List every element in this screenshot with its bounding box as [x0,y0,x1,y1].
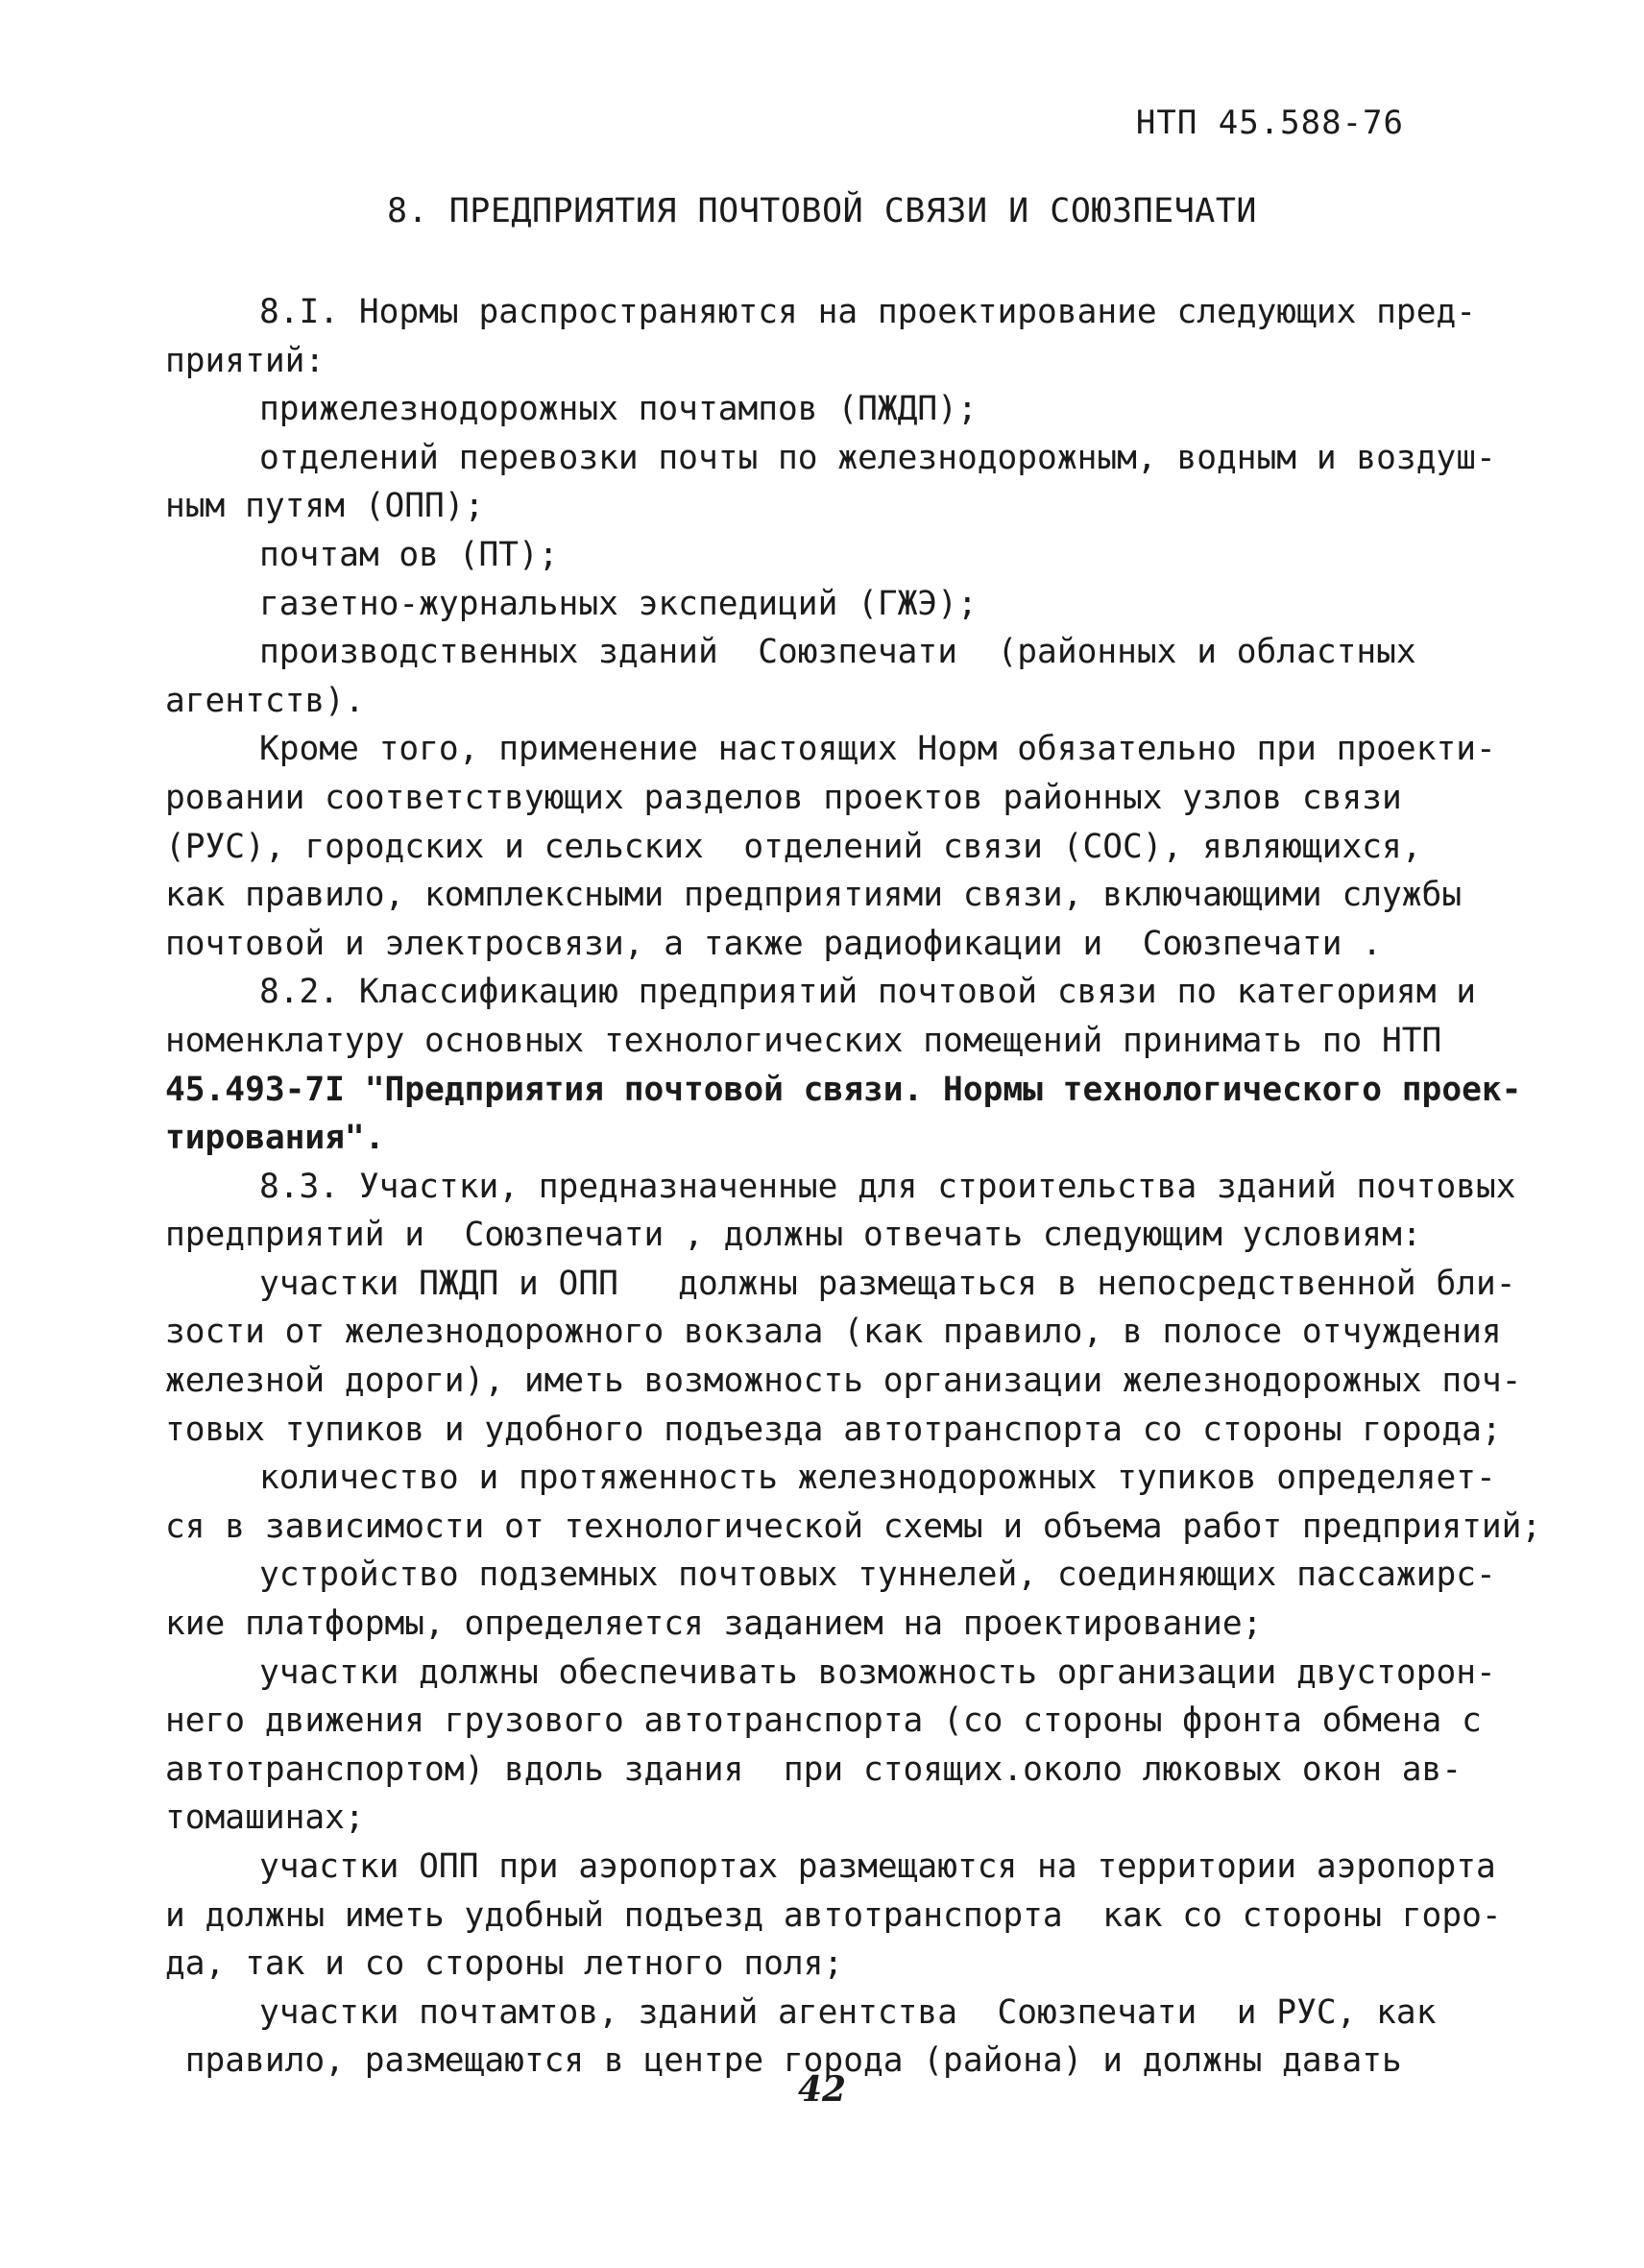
text-line: железной дороги), иметь возможность организации железнодорожных поч- [165,1362,1522,1401]
text-line: участки должны обеспечивать возможность организации двусторон- [259,1653,1496,1692]
text-line: зости от железнодорожного вокзала (как правило, в полосе отчуждения [165,1313,1502,1352]
text-line: ровании соответствующих разделов проектов районных узлов связи [165,778,1402,817]
text-line: Кроме того, применение настоящих Норм обязательно при проекти- [259,730,1496,769]
text-line: номенклатуру основных технологических помещений принимать по НТП [165,1021,1442,1060]
text-line: да, так и со стороны летного поля; [165,1944,844,1984]
section-body [165,288,1542,2086]
text-line: количество и протяженность железнодорожных тупиков определяет- [259,1459,1496,1498]
text-line: автотранспортом) вдоль здания при стоящих.около люковых окон ав- [165,1749,1463,1789]
text-line: участки ПЖДП и ОПП должны размещаться в непосредственной бли- [259,1264,1516,1303]
page-number: 42 [797,2069,847,2110]
text-line: кие платформы, определяется заданием на проектирование; [165,1604,1263,1644]
text-line: товых тупиков и удобного подъезда автотранспорта со стороны города; [165,1410,1502,1449]
text-line: тирования". [165,1119,385,1158]
text-line: участки почтамтов, зданий агентства Союзпечати и РУС, как [259,1992,1437,2032]
text-line: 8.2. Классификацию предприятий почтовой связи по категориям и [259,973,1477,1012]
text-line: и должны иметь удобный подъезд автотранспорта как со стороны горо- [165,1895,1502,1935]
text-line: почтам ов (ПТ); [259,535,559,574]
text-line: приятий: [165,341,326,380]
text-line: почтовой и электросвязи, а также радиофикации и Союзпечати . [165,924,1383,963]
text-line: 8.3. Участки, предназначенные для строительства зданий почтовых [259,1167,1516,1206]
text-line: правило, размещаются в центре города (района) и должны давать [165,2041,1402,2081]
text-line: томашинах; [165,1798,365,1838]
text-line: ным путям (ОПП); [165,487,485,526]
text-line: прижелезнодорожных почтампов (ПЖДП); [259,390,978,429]
section-title: 8. ПРЕДПРИЯТИЯ ПОЧТОВОЙ СВЯЗИ И СОЮЗПЕЧАТИ [386,192,1257,230]
text-line: участки ОПП при аэропортах размещаются на территории аэропорта [259,1847,1496,1886]
text-line: отделений перевозки почты по железнодорожным, водным и воздуш- [259,438,1496,477]
text-line: как правило, комплексными предприятиями связи, включающими службы [165,876,1463,915]
text-line: газетно-журнальных экспедиций (ГЖЭ); [259,584,978,623]
text-line: устройство подземных почтовых туннелей, соединяющих пассажирс- [259,1556,1496,1595]
text-line: ся в зависимости от технологической схемы и объема работ предприятий; [165,1507,1542,1546]
text-line: 8.I. Нормы распространяются на проектирование следующих пред- [259,293,1477,331]
text-line: агентств). [165,681,365,720]
document-code: НТП 45.588-76 [1135,104,1404,142]
text-line: (РУС), городских и сельских отделений связи (СОС), являющихся, [165,827,1422,866]
text-line: производственных зданий Союзпечати (районных и областных [259,633,1416,672]
text-line: предприятий и Союзпечати , должны отвечать следующим условиям: [165,1216,1422,1255]
text-line: него движения грузового автотранспорта (со стороны фронта обмена с [165,1701,1482,1741]
text-line: 45.493-7I "Предприятия почтовой связи. Нормы технологического проек- [165,1070,1522,1109]
